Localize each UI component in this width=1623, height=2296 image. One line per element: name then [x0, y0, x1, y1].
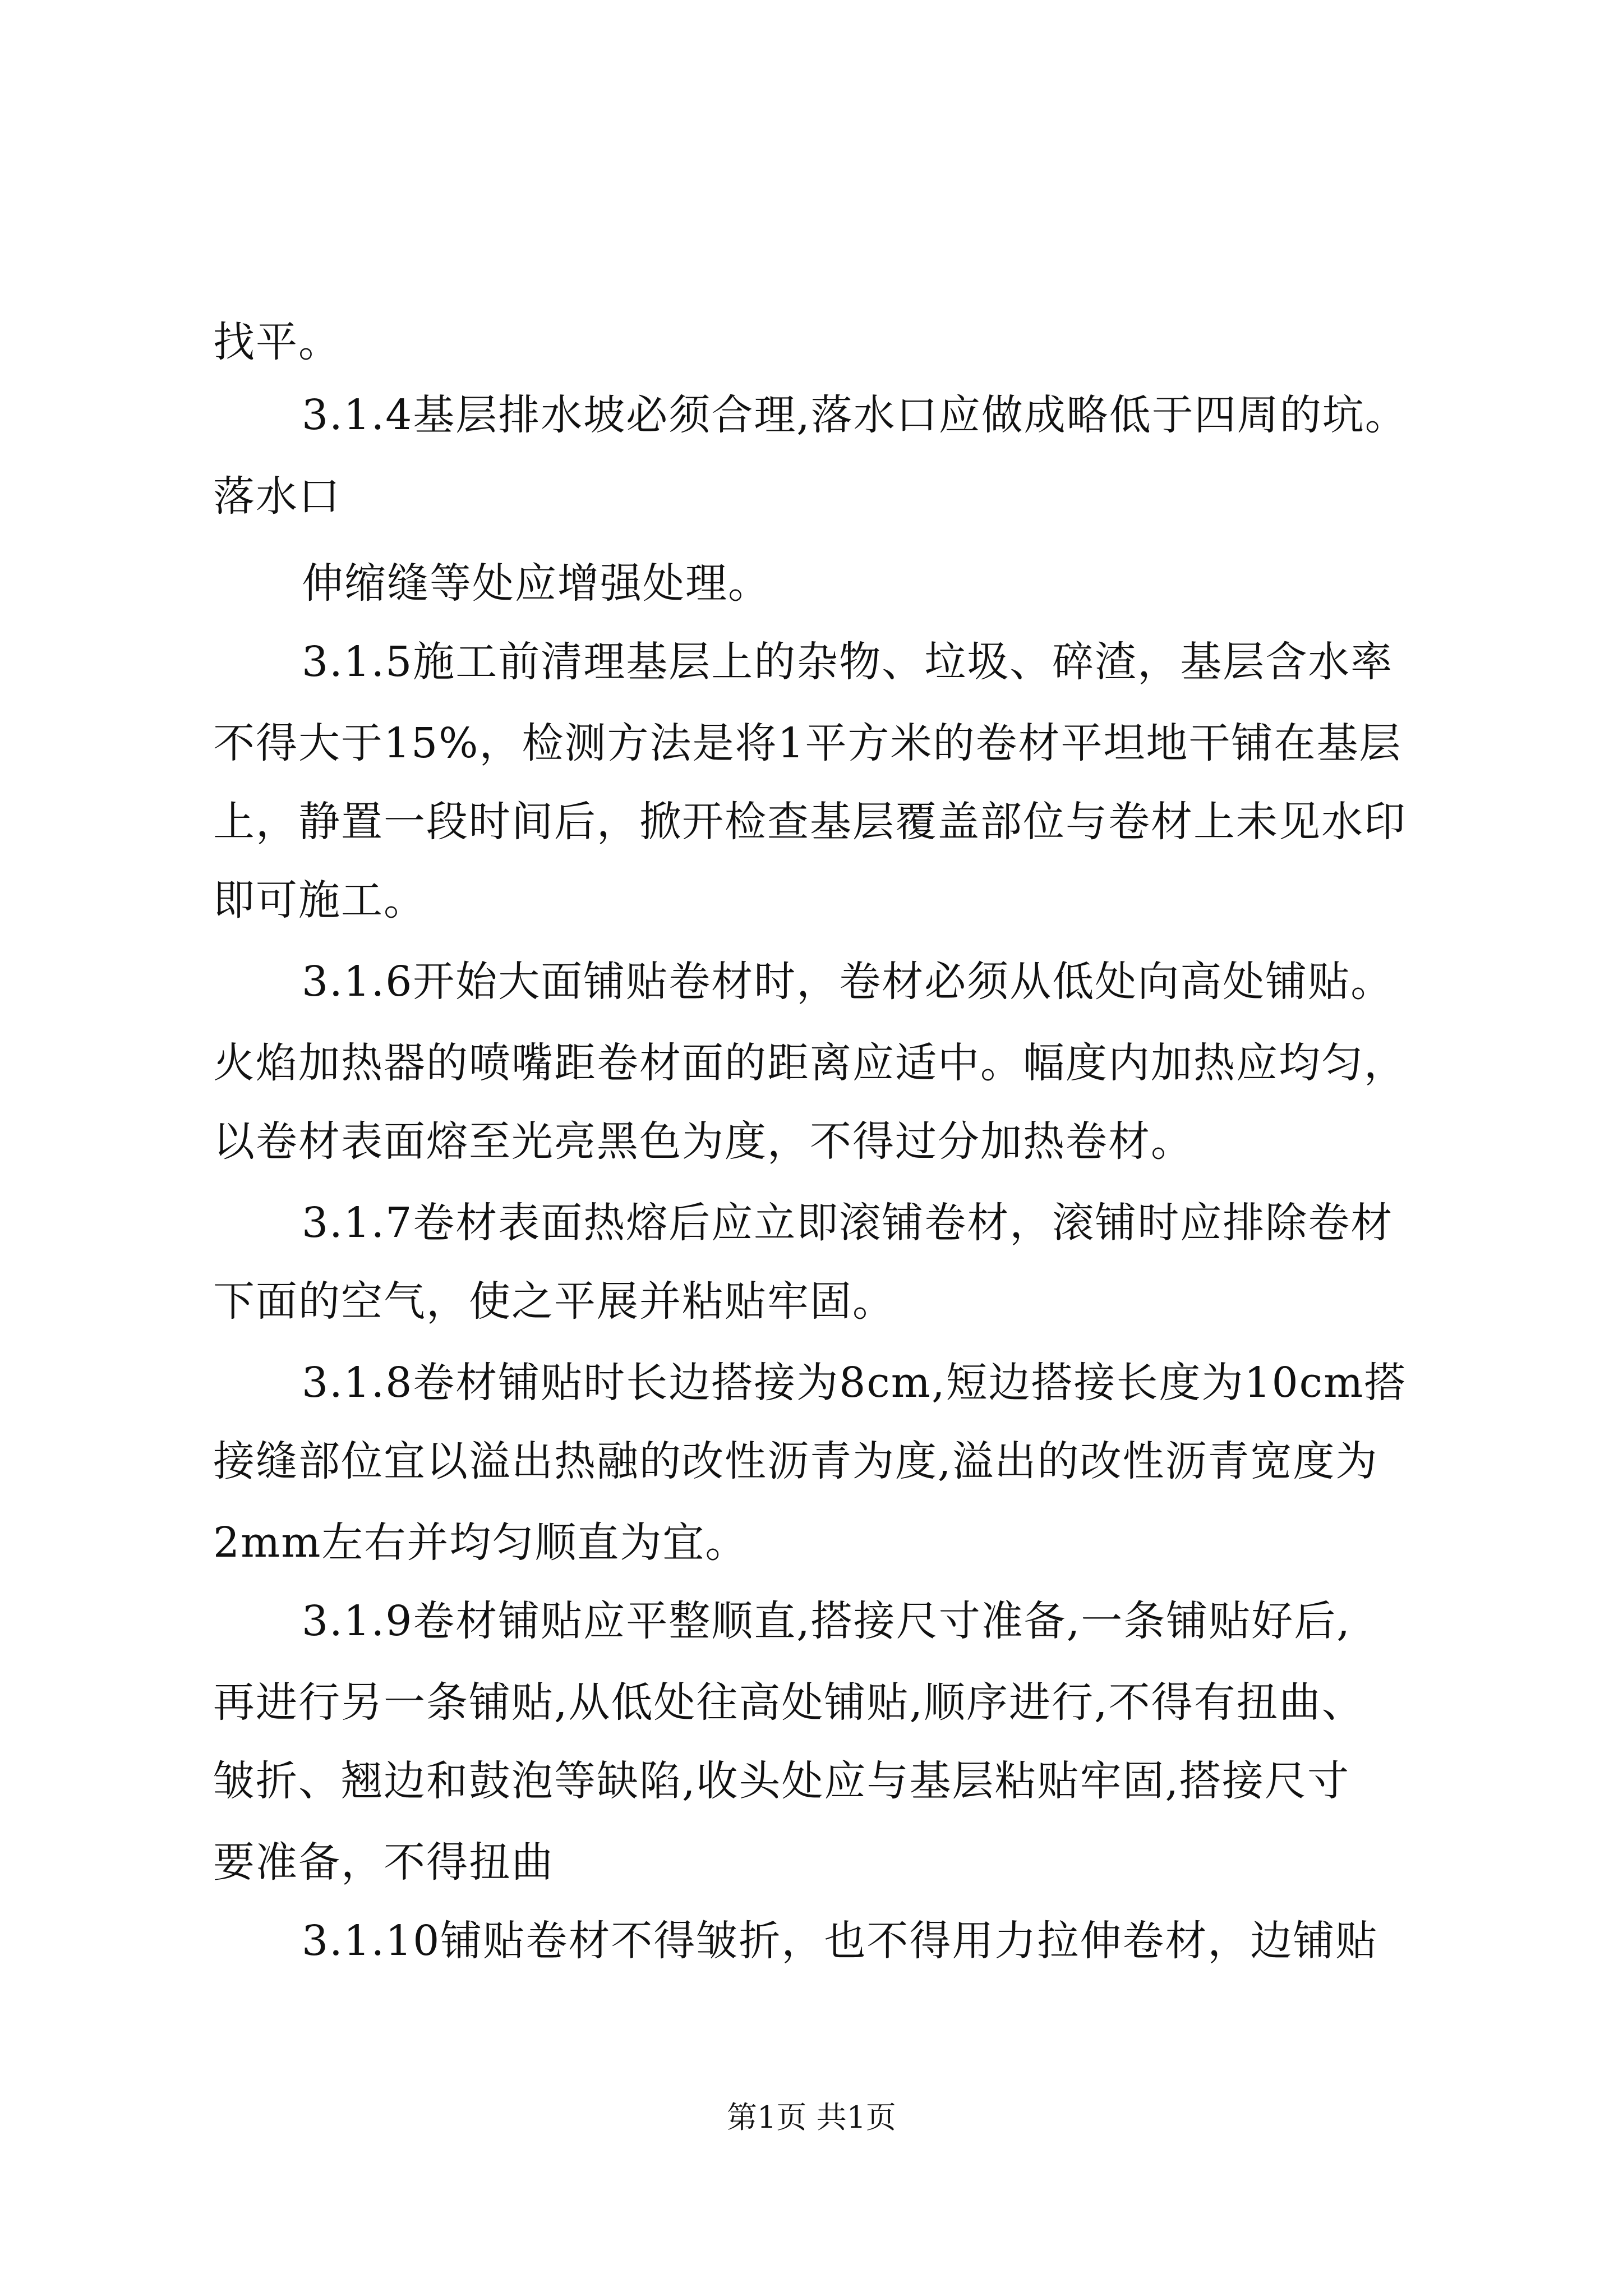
- text-line: 3.1.9卷材铺贴应平整顺直,搭接尺寸准备,一条铺贴好后,: [302, 1597, 1351, 1645]
- text-line: 3.1.5施工前清理基层上的杂物、垃圾、碎渣，基层含水率: [302, 638, 1394, 686]
- text-line: 不得大于15%，检测方法是将1平方米的卷材平坦地干铺在基层: [213, 719, 1402, 767]
- text-line: 3.1.7卷材表面热熔后应立即滚铺卷材，滚铺时应排除卷材: [302, 1199, 1394, 1247]
- text-line: 3.1.4基层排水坡必须合理,落水口应做成略低于四周的坑。: [302, 391, 1408, 439]
- text-line: 落水口: [213, 472, 341, 521]
- text-line: 要准备，不得扭曲: [213, 1838, 554, 1887]
- text-line: 找平。: [213, 318, 341, 366]
- text-line: 火焰加热器的喷嘴距卷材面的距离应适中。幅度内加热应均匀，: [213, 1039, 1407, 1087]
- text-line: 接缝部位宜以溢出热融的改性沥青为度,溢出的改性沥青宽度为: [213, 1437, 1378, 1485]
- text-line: 3.1.8卷材铺贴时长边搭接为8cm,短边搭接长度为10cm搭: [302, 1359, 1407, 1407]
- text-line: 以卷材表面熔至光亮黑色为度，不得过分加热卷材。: [213, 1117, 1193, 1166]
- text-line: 3.1.10铺贴卷材不得皱折，也不得用力拉伸卷材，边铺贴: [302, 1917, 1378, 1965]
- text-line: 3.1.6开始大面铺贴卷材时，卷材必须从低处向高处铺贴。: [302, 958, 1394, 1006]
- text-line: 上，静置一段时间后，掀开检查基层覆盖部位与卷材上未见水印: [213, 798, 1407, 846]
- page-number-footer: 第1页 共1页: [727, 2100, 896, 2135]
- text-line: 下面的空气，使之平展并粘贴牢固。: [213, 1277, 895, 1326]
- text-line: 2mm左右并均匀顺直为宜。: [213, 1519, 748, 1567]
- text-line: 伸缩缝等处应增强处理。: [302, 559, 771, 608]
- text-line: 即可施工。: [213, 876, 426, 924]
- text-line: 再进行另一条铺贴,从低处往高处铺贴,顺序进行,不得有扭曲、: [213, 1678, 1364, 1727]
- text-line: 皱折、翘边和鼓泡等缺陷,收头处应与基层粘贴牢固,搭接尺寸: [213, 1757, 1350, 1805]
